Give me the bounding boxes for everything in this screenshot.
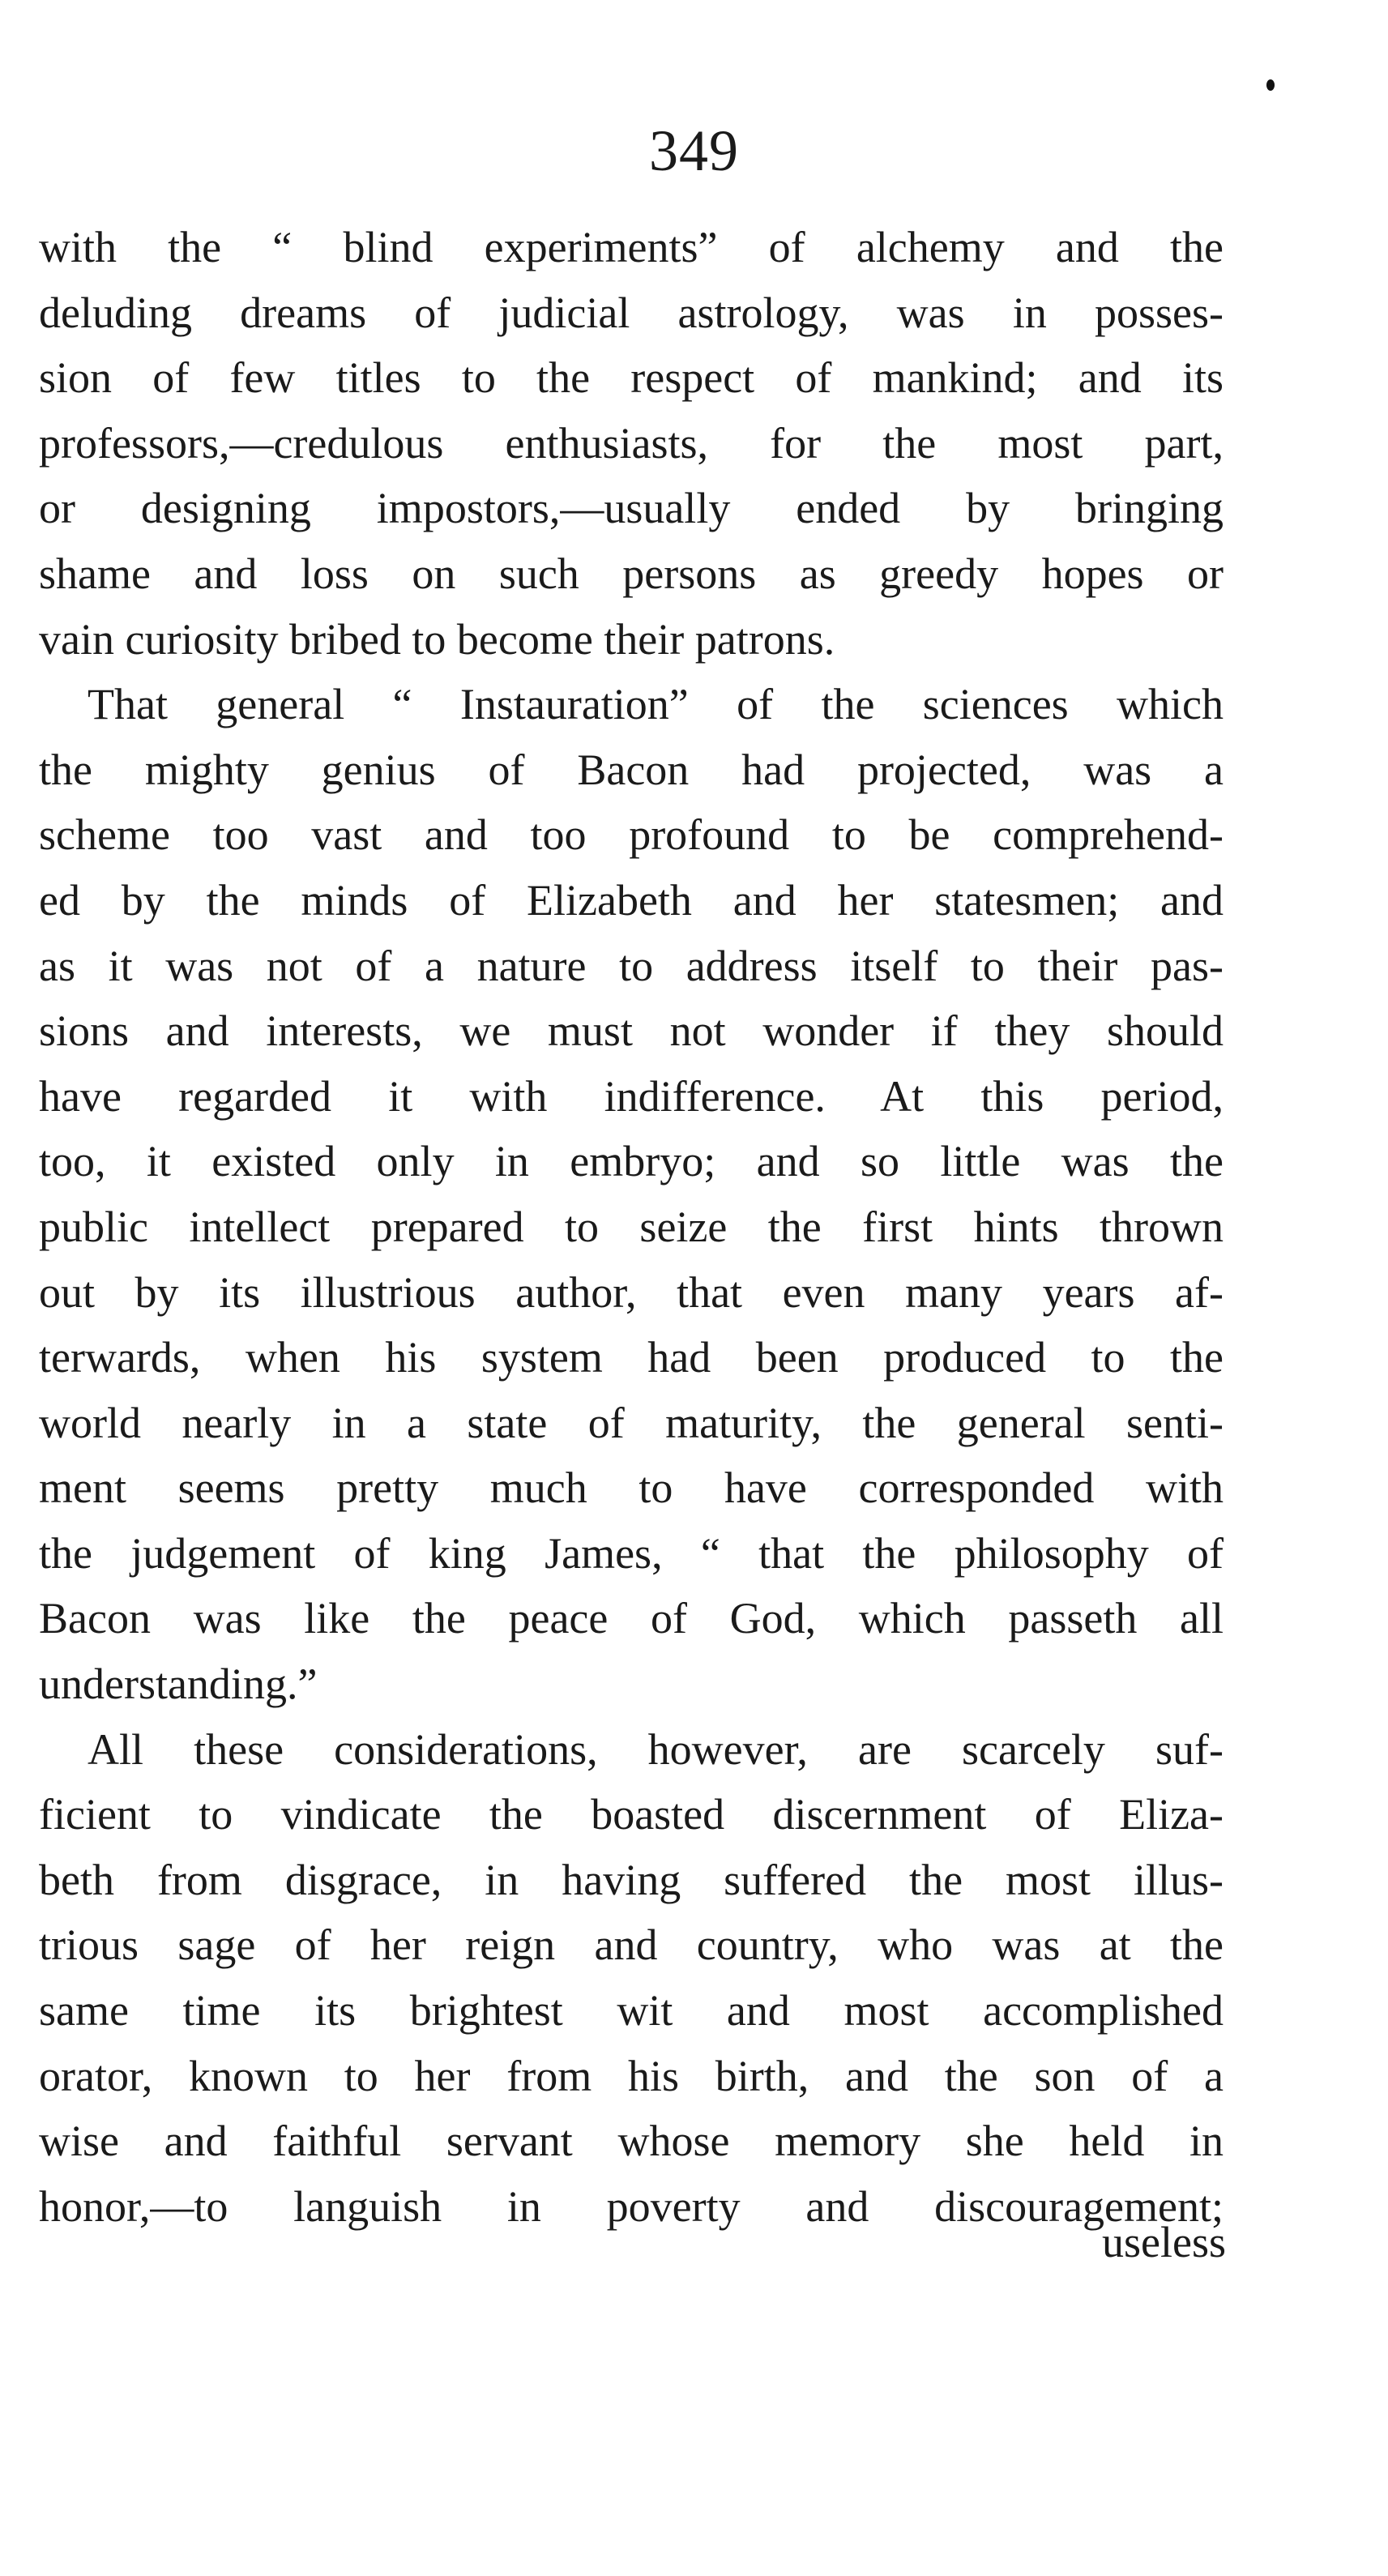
text-line: ment seems pretty much to have corresponded with: [39, 1463, 1224, 1513]
body-text: [39, 215, 1224, 2239]
text-line: scheme too vast and too profound to be comprehend-: [39, 810, 1224, 860]
text-line: world nearly in a state of maturity, the general senti-: [39, 1398, 1224, 1447]
page-number: 349: [649, 118, 739, 183]
text-line: public intellect prepared to seize the first hints thrown: [39, 1202, 1224, 1251]
catchword: useless: [1102, 2218, 1226, 2266]
text-line: honor,—to languish in poverty and discouragement;: [39, 2181, 1224, 2231]
text-line: trious sage of her reign and country, who was at the: [39, 1920, 1224, 1970]
text-line: shame and loss on such persons as greedy hopes or: [39, 549, 1224, 598]
text-line: beth from disgrace, in having suffered the most illus-: [39, 1855, 1224, 1904]
text-line: same time its brightest wit and most accomplished: [39, 1986, 1224, 2036]
text-line: professors,—credulous enthusiasts, for the most part,: [39, 418, 1224, 468]
text-line: vain curiosity bribed to become their patrons.: [39, 614, 835, 664]
text-line: ed by the minds of Elizabeth and her statesmen; and: [39, 875, 1224, 925]
text-line: wise and faithful servant whose memory she held in: [39, 2117, 1224, 2166]
text-line: terwards, when his system had been produced to the: [39, 1333, 1224, 1382]
text-line: ficient to vindicate the boasted discernment of Eliza-: [39, 1790, 1224, 1839]
text-line: understanding.”: [39, 1660, 318, 1709]
text-line: All these considerations, however, are scarcely suf-: [88, 1724, 1224, 1774]
text-line: the judgement of king James, “ that the philosophy of: [39, 1528, 1224, 1578]
text-line: deluding dreams of judicial astrology, was in posses-: [39, 288, 1224, 337]
text-line: with the “ blind experiments” of alchemy and the: [39, 223, 1224, 271]
text-line: too, it existed only in embryo; and so little was the: [39, 1137, 1224, 1186]
ink-speck: [1266, 79, 1275, 91]
text-line: That general “ Instauration” of the sciences which: [88, 680, 1224, 729]
text-line: the mighty genius of Bacon had projected, was a: [39, 745, 1224, 794]
text-line: or designing impostors,—usually ended by bringing: [39, 484, 1224, 533]
text-line: sion of few titles to the respect of mankind; and its: [39, 353, 1224, 403]
text-line: have regarded it with indifference. At this period,: [39, 1071, 1224, 1121]
text-line: sions and interests, we must not wonder if they should: [39, 1006, 1224, 1056]
text-line: out by its illustrious author, that even many years af-: [39, 1267, 1224, 1317]
text-line: as it was not of a nature to address itself to their pas-: [39, 941, 1224, 990]
text-line: orator, known to her from his birth, and the son of a: [39, 2051, 1224, 2100]
text-line: Bacon was like the peace of God, which passeth all: [39, 1594, 1224, 1643]
